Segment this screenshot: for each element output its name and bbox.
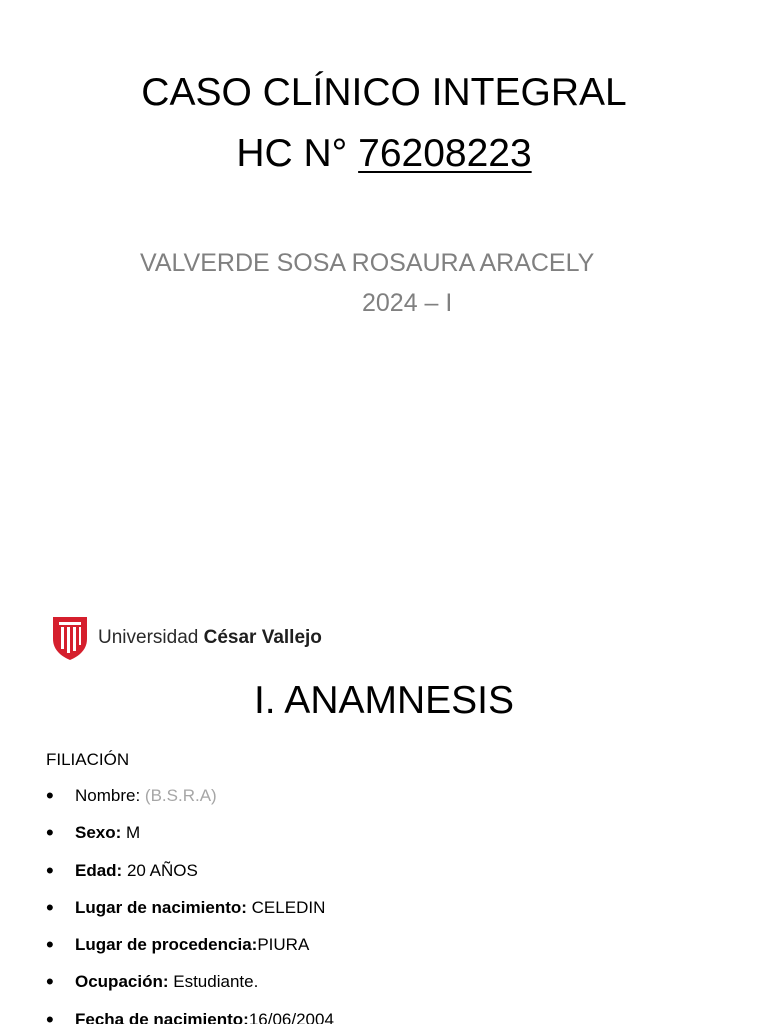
bullet-icon: • bbox=[46, 894, 54, 920]
document-title bbox=[0, 70, 768, 116]
field-label: Nombre: bbox=[75, 786, 141, 805]
field-text bbox=[75, 1008, 334, 1024]
university-prefix: Universidad bbox=[98, 627, 199, 648]
field-label: Lugar de procedencia: bbox=[75, 935, 258, 955]
field-value: CELEDIN bbox=[251, 897, 326, 917]
ucv-shield-logo-icon bbox=[52, 615, 88, 661]
field-text bbox=[75, 933, 309, 957]
field-text bbox=[75, 784, 217, 808]
hc-number: 76208223 bbox=[358, 132, 532, 175]
field-value: M bbox=[126, 823, 141, 843]
bullet-icon: • bbox=[46, 857, 54, 883]
field-label: Fecha de nacimiento: bbox=[75, 1009, 249, 1024]
bullet-icon: • bbox=[46, 783, 54, 808]
field-text bbox=[75, 859, 198, 883]
field-label: Edad: bbox=[75, 860, 123, 880]
field-value: PIURA bbox=[257, 935, 310, 955]
bullet-icon: • bbox=[46, 1006, 54, 1024]
author-name: VALVERDE SOSA ROSAURA ARACELY bbox=[140, 249, 595, 277]
title-line-1: CASO CLÍNICO INTEGRAL bbox=[141, 71, 627, 114]
clinical-record-number bbox=[0, 131, 768, 177]
field-value: (B.S.R.A) bbox=[144, 786, 217, 805]
field-text bbox=[75, 970, 258, 994]
field-label: Sexo: bbox=[75, 823, 122, 843]
field-label: Ocupación: bbox=[75, 972, 169, 992]
subsection-title: FILIACIÓN bbox=[46, 750, 130, 769]
bullet-icon: • bbox=[46, 969, 54, 995]
university-name bbox=[98, 627, 322, 649]
university-logo bbox=[52, 615, 322, 661]
field-text bbox=[75, 821, 140, 845]
field-value: 16/06/2004 bbox=[248, 1009, 334, 1024]
field-text bbox=[75, 896, 325, 920]
section-title: I. ANAMNESIS bbox=[253, 679, 515, 722]
university-name-bold: César Vallejo bbox=[203, 627, 322, 648]
field-label: Lugar de nacimiento: bbox=[75, 897, 247, 917]
field-value: Estudiante. bbox=[173, 972, 259, 992]
field-value: 20 AÑOS bbox=[126, 860, 198, 880]
hc-prefix: HC N° bbox=[236, 132, 348, 175]
bullet-icon: • bbox=[46, 820, 54, 846]
bullet-icon: • bbox=[46, 932, 54, 958]
academic-period: 2024 – I bbox=[362, 289, 453, 317]
